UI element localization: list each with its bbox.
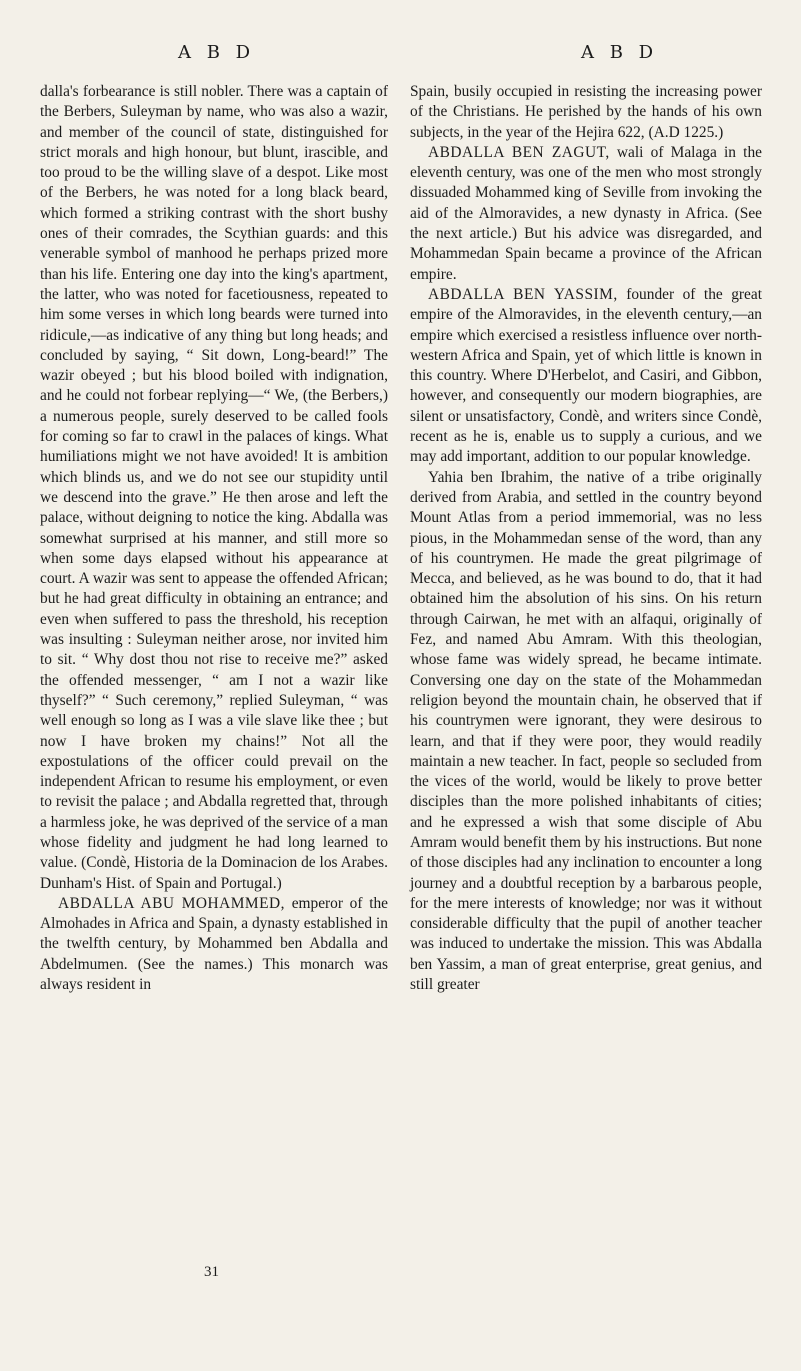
paragraph: dalla's forbearance is still nobler. There was a captain of the Berbers, Suleyman by name, who was also a wazir, and member of the council of state, distinguished for strict morals and high honour, but blunt, irascible, and too proud to be the willing slave of a despot. Like most of the Berbers, he was noted for a long black beard, which formed a striking contrast with the short bushy ones of their comrades, the Scythian guards: and this venerable symbol of manhood he perhaps prized more than his life. Entering one day into the king's apartment, the latter, who was noted for facetiousness, repeated to him some verses in which long beards were turned into ridicule,—as indicative of any thing but long heads; and concluded by saying, “ Sit down, Long-beard!” The wazir obeyed ; but his blood boiled with indignation, and he could not forbear replying—“ We, (the Berbers,) a numerous people, surely deserved to be called fools for coming so far to crawl in the palaces of kings. What humiliations might we not have avoided! It is ambition which blinds us, and we do not see our stupidity until we descend into the grave.” He then arose and left the palace, without deigning to notice the king. Abdalla was somewhat surprised at his manner, and still more so when some days elapsed without his appearance at court. A wazir was sent to appease the offended African; but he had great difficulty in obtaining an entrance; and even when suffered to pass the threshold, his reception was insulting : Suleyman neither arose, nor invited him to sit. “ Why dost thou not rise to receive me?” asked the offended messenger, “ am I not a wazir like thyself?” “ Such ceremony,” replied Suleyman, “ was well enough so long as I was a vile slave like thee ; but now I have broken my chains!” Not all the expostulations of the officer could prevail on the independent African to resume his employment, or even to revisit the palace ; and Abdalla regretted that, through a harmless joke, he was deprived of the service of a man whose fidelity and judgment he had long learned to value. (Condè, Historia de la Dominacion de los Arabes. Dunham's Hist. of Spain and Portugal.) (40, 83, 388, 892)
left-column (40, 82, 388, 995)
entry-paragraph (40, 894, 388, 995)
header-right: A B D (581, 42, 659, 63)
entry-text: founder of the great empire of the Almoravides, in the eleventh century,—an empire which exercised a resistless influence over north-western Africa and Spain, yet of which little is known in this country. Where D'Herbelot, and Casiri, and Gibbon, however, and consequently our modern biographies, are silent or unsatisfactory, Condè, and writers since Condè, recent as he is, enable us to supply a curious, and we may add important, addition to our popular knowledge. (410, 285, 762, 466)
entry-text: emperor of the Almohades in Africa and Spain, a dynasty established in the twelfth century, by Mohammed ben Abdalla and Abdelmumen. (See the names.) This monarch was always resident in (40, 894, 388, 994)
entry-paragraph (410, 143, 762, 285)
entry-heading: ABDALLA BEN ZAGUT, (428, 143, 610, 161)
entry-paragraph (410, 285, 762, 468)
paragraph: Spain, busily occupied in resisting the increasing power of the Christians. He perished by the hands of his own subjects, in the year of the Hejira 622, (A.D 1225.) (410, 83, 762, 141)
entry-heading: ABDALLA BEN YASSIM, (428, 285, 618, 303)
right-column (410, 82, 762, 995)
header-left: A B D (178, 42, 256, 63)
running-header (0, 42, 801, 66)
page-number: 31 (204, 1264, 219, 1280)
entry-heading: ABDALLA ABU MOHAMMED, (58, 894, 285, 912)
paragraph: Yahia ben Ibrahim, the native of a tribe originally derived from Arabia, and settled in the country beyond Mount Atlas from a period immemorial, was no less pious, in the Mohammedan sense of the word, than any of his countrymen. He made the great pilgrimage of Mecca, and believed, as he was bound to do, that it had obtained him the absolution of his sins. On his return through Cairwan, he met with an alfaqui, originally of Fez, and named Abu Amram. With this theologian, whose fame was widely spread, he became intimate. Conversing one day on the state of the Mohammedan religion beyond the mountain chain, he observed that if his countrymen were ignorant, they were desirous to learn, and that if they were poor, they would readily maintain a new teacher. In fact, people so secluded from the vices of the world, would be likely to prove better disciples than the more polished inhabitants of cities; and he expressed a wish that some disciple of Abu Amram would benefit them by his instructions. But none of those disciples had any inclination to encounter a long journey and a doubtful reception by a barbarous people, for the mere interests of knowledge; nor was it without considerable difficulty that the pupil of another teacher was induced to undertake the mission. This was Abdalla ben Yassim, a man of great enterprise, great genius, and still greater (410, 468, 762, 994)
entry-text: wali of Malaga in the eleventh century, was one of the men who most strongly dissuaded Mohammed king of Seville from invoking the aid of the Almoravides, a new dynasty in Africa. (See the next article.) But his advice was disregarded, and Mohammedan Spain became a province of the African empire. (410, 143, 762, 283)
